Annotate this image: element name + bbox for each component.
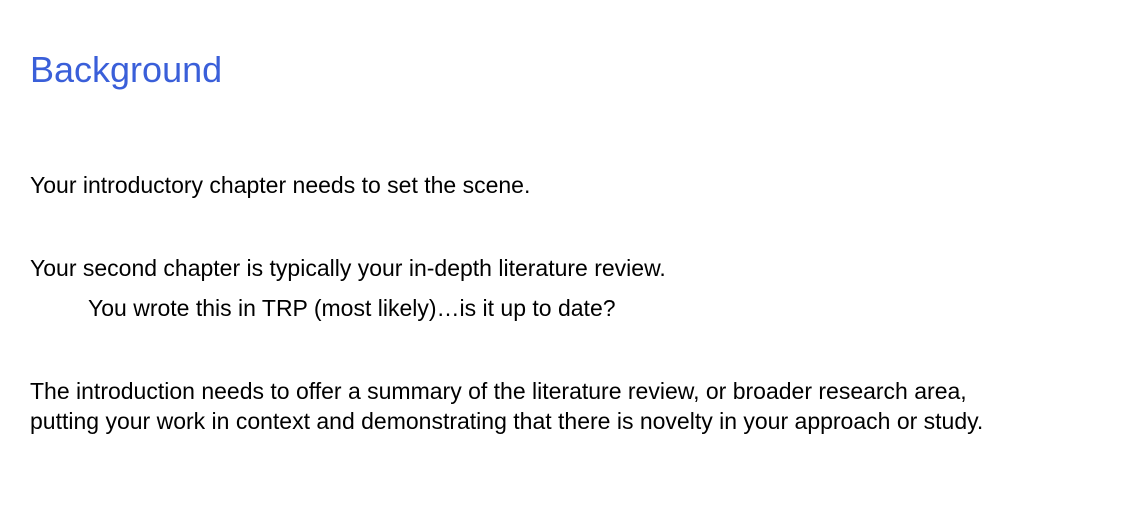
summary-paragraph-line-2: putting your work in context and demonstrating that there is novelty in your approach or study. bbox=[30, 408, 984, 434]
slide-title: Background bbox=[30, 49, 223, 90]
second-chapter-subpoint: You wrote this in TRP (most likely)…is it up to date? bbox=[88, 295, 616, 321]
summary-paragraph-line-1: The introduction needs to offer a summary of the literature review, or broader research area, bbox=[30, 378, 967, 404]
second-chapter-paragraph: Your second chapter is typically your in-depth literature review. bbox=[30, 255, 666, 281]
intro-paragraph: Your introductory chapter needs to set the scene. bbox=[30, 172, 531, 198]
